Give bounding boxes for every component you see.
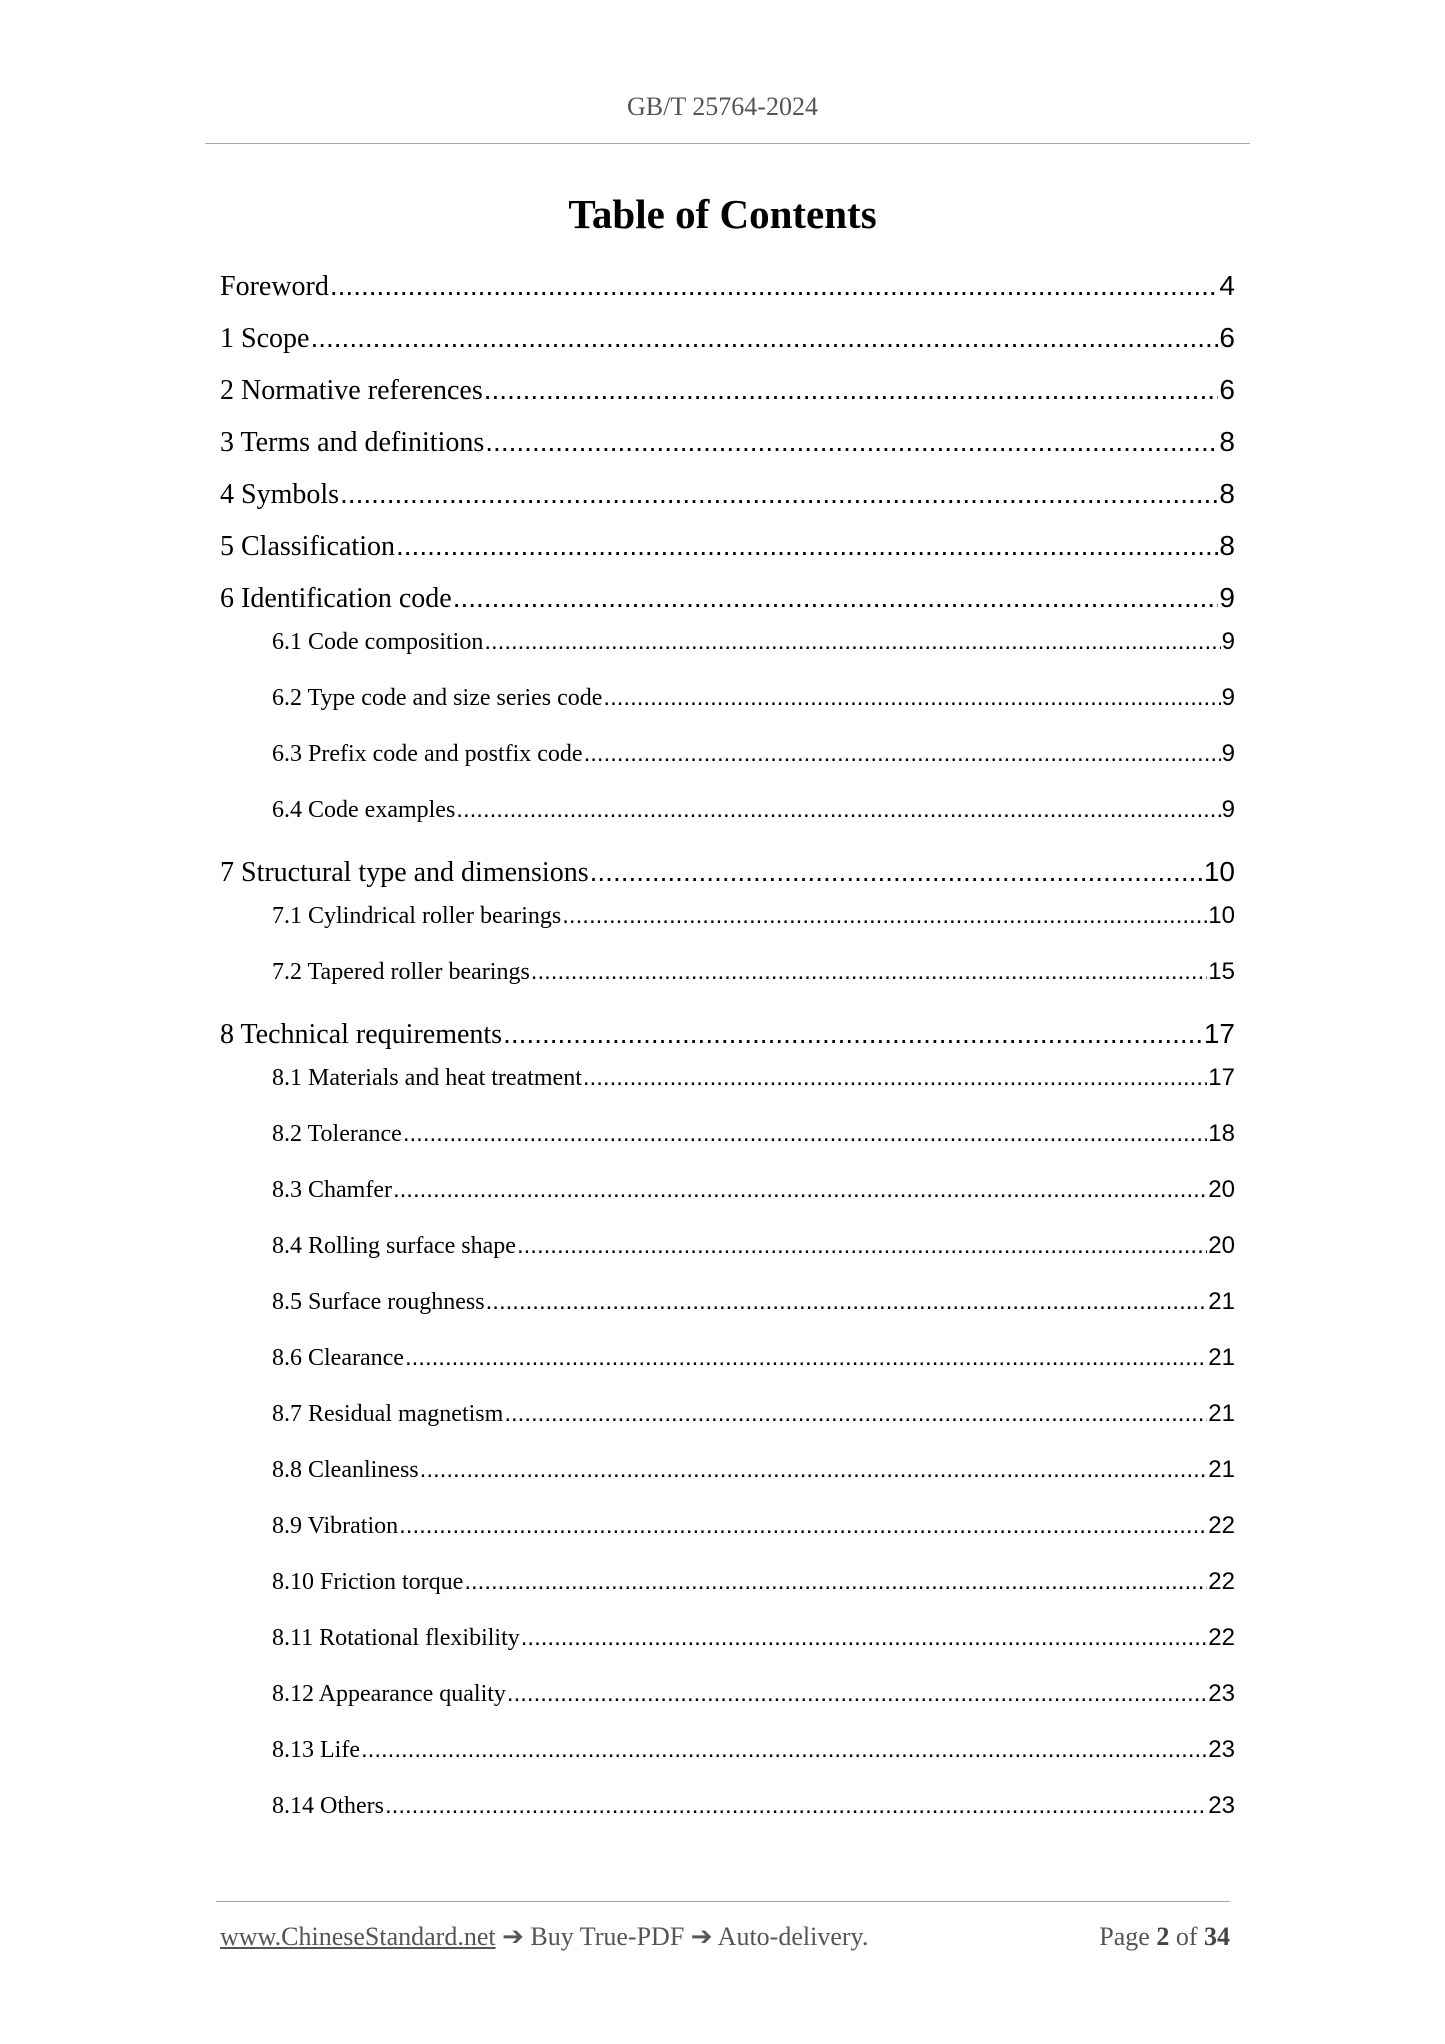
toc-entry-page: 22 [1208, 1624, 1235, 1651]
of-label: of [1175, 1922, 1198, 1951]
toc-entry-title: 6.4 Code examples [272, 797, 456, 823]
toc-entry[interactable] [220, 530, 1235, 566]
page-label: Page [1099, 1922, 1150, 1951]
total-pages: 34 [1204, 1922, 1230, 1951]
toc-dot-leader [420, 1456, 1208, 1484]
toc-entry-page: 9 [1221, 628, 1235, 655]
toc-entry-title: 5 Classification [220, 531, 395, 562]
toc-entry-title: 7.2 Tapered roller bearings [272, 959, 530, 985]
toc-entry-title: 7 Structural type and dimensions [220, 857, 589, 888]
toc-entry[interactable] [272, 1456, 1235, 1488]
toc-entry-page: 17 [1208, 1064, 1235, 1091]
toc-entry[interactable] [220, 374, 1235, 410]
arrow-right-icon: ➔ [690, 1922, 713, 1951]
toc-entry[interactable] [272, 684, 1235, 716]
footer-divider [216, 1901, 1230, 1902]
toc-entry-title: 8 Technical requirements [220, 1019, 503, 1050]
auto-delivery-text: Auto-delivery. [717, 1922, 869, 1951]
toc-entry[interactable] [220, 582, 1235, 618]
toc-entry[interactable] [272, 796, 1235, 828]
toc-entry-page: 9 [1221, 796, 1235, 823]
toc-dot-leader [521, 1624, 1208, 1652]
document-header-title: GB/T 25764-2024 [627, 92, 818, 121]
toc-entry[interactable] [272, 740, 1235, 772]
toc-entry[interactable] [220, 426, 1235, 462]
toc-entry[interactable] [220, 856, 1235, 892]
toc-dot-leader [393, 1176, 1207, 1204]
toc-entry-page: 20 [1208, 1232, 1235, 1259]
toc-entry-page: 15 [1208, 958, 1235, 985]
toc-dot-leader [507, 1680, 1207, 1708]
toc-entry-title: 8.8 Cleanliness [272, 1457, 419, 1483]
toc-dot-leader [517, 1232, 1207, 1260]
toc-entry-page: 8 [1219, 426, 1235, 457]
toc-entry[interactable] [272, 1344, 1235, 1376]
toc-entry-title: 6.3 Prefix code and postfix code [272, 741, 583, 767]
toc-entry[interactable] [272, 1232, 1235, 1264]
toc-dot-leader [531, 958, 1208, 986]
toc-entry-title: 6.2 Type code and size series code [272, 685, 603, 711]
toc-dot-leader [583, 1064, 1207, 1092]
toc-entry-page: 6 [1219, 374, 1235, 405]
toc-entry-page: 8 [1219, 530, 1235, 561]
toc-entry-title: 2 Normative references [220, 375, 483, 406]
toc-dot-leader [340, 478, 1218, 510]
toc-dot-leader [486, 1288, 1208, 1316]
toc-entry[interactable] [272, 1736, 1235, 1768]
toc-heading: Table of Contents [568, 191, 877, 237]
toc-entry-page: 23 [1208, 1680, 1235, 1707]
toc-entry-page: 22 [1208, 1568, 1235, 1595]
toc-dot-leader [396, 530, 1218, 562]
toc-entry[interactable] [272, 1288, 1235, 1320]
toc-dot-leader [484, 374, 1219, 406]
page-number: 2 [1156, 1922, 1170, 1951]
toc-entry[interactable] [272, 958, 1235, 990]
toc-dot-leader [385, 1792, 1207, 1820]
toc-entry-page: 8 [1219, 478, 1235, 509]
toc-entry-title: 8.4 Rolling surface shape [272, 1233, 516, 1259]
toc-dot-leader [484, 628, 1220, 656]
arrow-right-icon: ➔ [502, 1922, 524, 1951]
toc-entry[interactable] [272, 1568, 1235, 1600]
toc-entry-title: 8.9 Vibration [272, 1513, 399, 1539]
toc-entry-title: 6 Identification code [220, 583, 452, 614]
toc-entry-page: 21 [1208, 1344, 1235, 1371]
toc-entry[interactable] [272, 1064, 1235, 1096]
toc-entry-title: 8.11 Rotational flexibility [272, 1625, 520, 1651]
toc-entry-title: 8.5 Surface roughness [272, 1289, 485, 1315]
toc-entry[interactable] [220, 1018, 1235, 1054]
toc-dot-leader [590, 856, 1203, 888]
toc-entry-page: 10 [1208, 902, 1235, 929]
toc-entry[interactable] [272, 1624, 1235, 1656]
toc-dot-leader [310, 322, 1218, 354]
toc-entry-page: 9 [1219, 582, 1235, 613]
toc-entry[interactable] [220, 322, 1235, 358]
toc-entry-page: 21 [1208, 1288, 1235, 1315]
page-footer [220, 1922, 1230, 1952]
toc-dot-leader [403, 1120, 1207, 1148]
toc-dot-leader [503, 1018, 1203, 1050]
website-link[interactable]: www.ChineseStandard.net [220, 1922, 496, 1951]
toc-dot-leader [603, 684, 1220, 712]
toc-entry[interactable] [272, 902, 1235, 934]
header-divider [205, 143, 1250, 144]
toc-entry-page: 4 [1219, 270, 1235, 301]
toc-dot-leader [485, 426, 1218, 458]
toc-entry-title: 8.10 Friction torque [272, 1569, 464, 1595]
toc-entry[interactable] [272, 1176, 1235, 1208]
toc-dot-leader [361, 1736, 1207, 1764]
toc-entry-page: 6 [1219, 322, 1235, 353]
toc-entry[interactable] [220, 270, 1235, 306]
toc-entry-page: 10 [1203, 856, 1235, 887]
toc-entry-title: 8.14 Others [272, 1793, 384, 1819]
toc-entry-page: 9 [1221, 684, 1235, 711]
toc-entry-page: 18 [1208, 1120, 1235, 1147]
toc-dot-leader [453, 582, 1219, 614]
toc-dot-leader [504, 1400, 1207, 1428]
toc-entry-title: 8.12 Appearance quality [272, 1681, 506, 1707]
toc-entry-title: 7.1 Cylindrical roller bearings [272, 903, 562, 929]
toc-entry-page: 20 [1208, 1176, 1235, 1203]
toc-entry-page: 23 [1208, 1736, 1235, 1763]
toc-entry[interactable] [272, 1400, 1235, 1432]
toc-dot-leader [399, 1512, 1207, 1540]
buy-true-pdf-text: Buy True-PDF [530, 1922, 685, 1951]
toc-entry-page: 23 [1208, 1792, 1235, 1819]
toc-entry[interactable] [272, 1680, 1235, 1712]
toc-entry-title: 4 Symbols [220, 479, 340, 510]
toc-entry-title: 6.1 Code composition [272, 629, 484, 655]
toc-dot-leader [464, 1568, 1207, 1596]
toc-entry-title: 8.1 Materials and heat treatment [272, 1065, 582, 1091]
toc-dot-leader [405, 1344, 1207, 1372]
toc-entry-title: 3 Terms and definitions [220, 427, 485, 458]
toc-entry-title: 8.6 Clearance [272, 1345, 404, 1371]
toc-entry[interactable] [272, 1512, 1235, 1544]
toc-entry[interactable] [272, 628, 1235, 660]
toc-entry-page: 21 [1208, 1400, 1235, 1427]
toc-dot-leader [584, 740, 1221, 768]
toc-entry-page: 17 [1203, 1018, 1235, 1049]
toc-entry[interactable] [272, 1792, 1235, 1824]
toc-entry[interactable] [220, 478, 1235, 514]
toc-dot-leader [330, 270, 1219, 302]
toc-entry-title: 1 Scope [220, 323, 310, 354]
toc-entry-page: 22 [1208, 1512, 1235, 1539]
toc-entry-title: 8.3 Chamfer [272, 1177, 392, 1203]
toc-dot-leader [456, 796, 1220, 824]
toc-entry-title: Foreword [220, 271, 329, 302]
toc-entry-page: 9 [1221, 740, 1235, 767]
toc-entry[interactable] [272, 1120, 1235, 1152]
toc-entry-title: 8.13 Life [272, 1737, 360, 1763]
page-indicator [1099, 1922, 1230, 1952]
toc-dot-leader [562, 902, 1207, 930]
toc-entry-page: 21 [1208, 1456, 1235, 1483]
footer-left [220, 1922, 868, 1952]
toc-entry-title: 8.7 Residual magnetism [272, 1401, 504, 1427]
toc-entry-title: 8.2 Tolerance [272, 1121, 402, 1147]
